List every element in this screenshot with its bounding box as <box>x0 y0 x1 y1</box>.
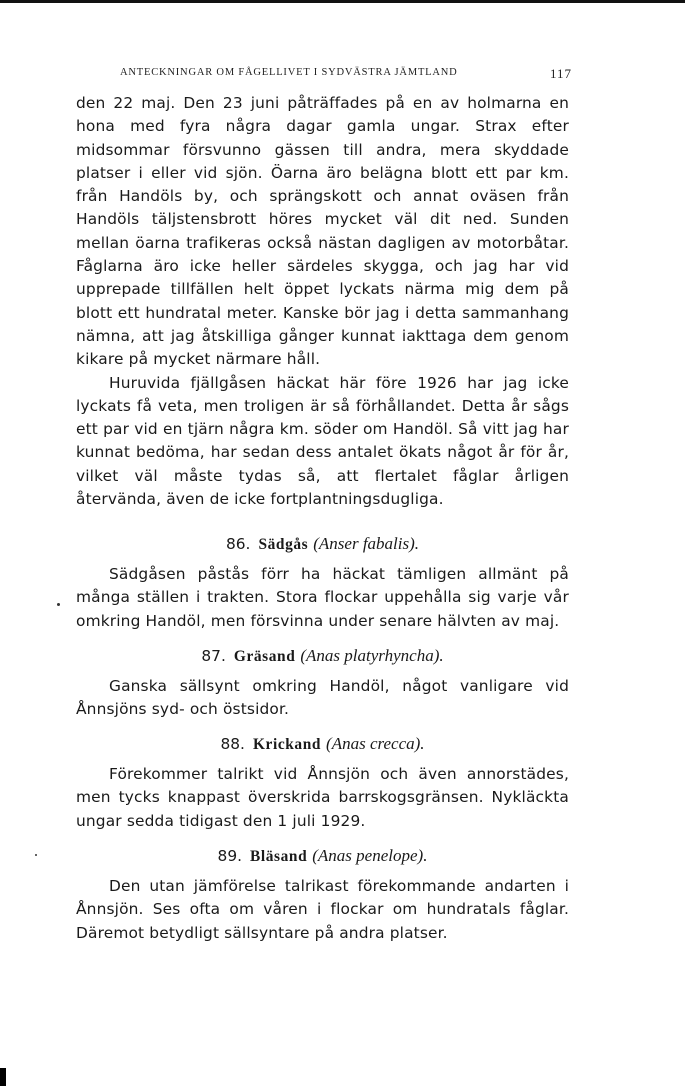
species-name: Sädgås <box>258 536 309 553</box>
paragraph: Förekommer talrikt vid Ånnsjön och även annorstädes, men tycks knappast överskrida barrskogsgränsen. Nykläckta ungar sedda tidigast den 1 juli 1929. <box>76 765 569 830</box>
paragraph: Den utan jämförelse talrikast förekommande andarten i Ånnsjön. Ses ofta om våren i flockar om hundratals fåglar. Däremot betydligt sällsyntare på andra platser. <box>76 877 569 942</box>
species-heading-89 <box>76 846 569 866</box>
species-latin-name: (Anser fabalis). <box>313 534 420 553</box>
species-number: 87. <box>201 647 226 665</box>
species-heading-86 <box>76 534 569 554</box>
margin-speck <box>57 603 60 606</box>
paragraph: Sädgåsen påstås förr ha häckat tämligen allmänt på många ställen i trakten. Stora flockar uppehålla sig varje vår omkring Handöl, men försvinna under senare hälvten av maj. <box>76 565 569 630</box>
species-latin-name: (Anas platyrhyncha). <box>300 646 444 665</box>
species-text-89 <box>76 875 569 945</box>
species-latin-name: (Anas penelope). <box>312 846 428 865</box>
running-title: ANTECKNINGAR OM FÅGELLIVET I SYDVÄSTRA JÄMTLAND <box>120 67 458 78</box>
species-name: Krickand <box>252 736 322 753</box>
species-name: Gräsand <box>233 648 296 665</box>
paragraph: Ganska sällsynt omkring Handöl, något vanligare vid Ånnsjöns syd- och östsidor. <box>76 677 569 719</box>
continuation-text <box>76 92 569 511</box>
species-number: 88. <box>220 735 245 753</box>
species-heading-88 <box>76 734 569 754</box>
paragraph: Huruvida fjällgåsen häckat här före 1926 har jag icke lyckats få veta, men troligen är så förhållandet. Detta år sågs ett par vid en tjärn några km. söder om Handöl. Så vitt jag har kunnat bedöma, har sedan dess antalet ökats något år för år, vilket väl måste tydas så, att flertalet fåglar årligen återvända, även de icke fortplantningsdugliga. <box>76 373 569 509</box>
species-text-86 <box>76 563 569 633</box>
species-latin-name: (Anas crecca). <box>326 734 425 753</box>
species-text-88 <box>76 763 569 833</box>
species-number: 89. <box>217 847 243 865</box>
top-border-rule <box>0 0 685 3</box>
species-name: Bläsand <box>250 848 308 865</box>
scan-edge-mark <box>0 1068 6 1086</box>
species-text-87 <box>76 675 569 722</box>
paragraph: den 22 maj. Den 23 juni påträffades på en av holmarna en hona med fyra några dagar gamla ungar. Strax efter midsommar försvunno gässen till andra, mera skyddade platser i eller vid sjön. Öarna äro belägna blott ett par km. från Handöls by, och sprängskott och annat oväsen från Handöls täljstensbrott höres mycket väl dit ned. Sunden mellan öarna trafikeras också nästan dagligen av motorbåtar. Fåglarna äro icke heller särdeles skygga, och jag har vid upprepade tillfällen helt öppet lyckats närma mig dem på blott ett hundratal meter. Kanske bör jag i detta sammanhang nämna, att jag åtskilliga gånger kunnat iakttaga dem genom kikare på mycket närmare håll. <box>76 94 569 369</box>
page-number: 117 <box>549 66 572 81</box>
margin-speck <box>35 854 37 856</box>
species-heading-87 <box>76 646 569 666</box>
species-number: 86. <box>225 535 251 553</box>
